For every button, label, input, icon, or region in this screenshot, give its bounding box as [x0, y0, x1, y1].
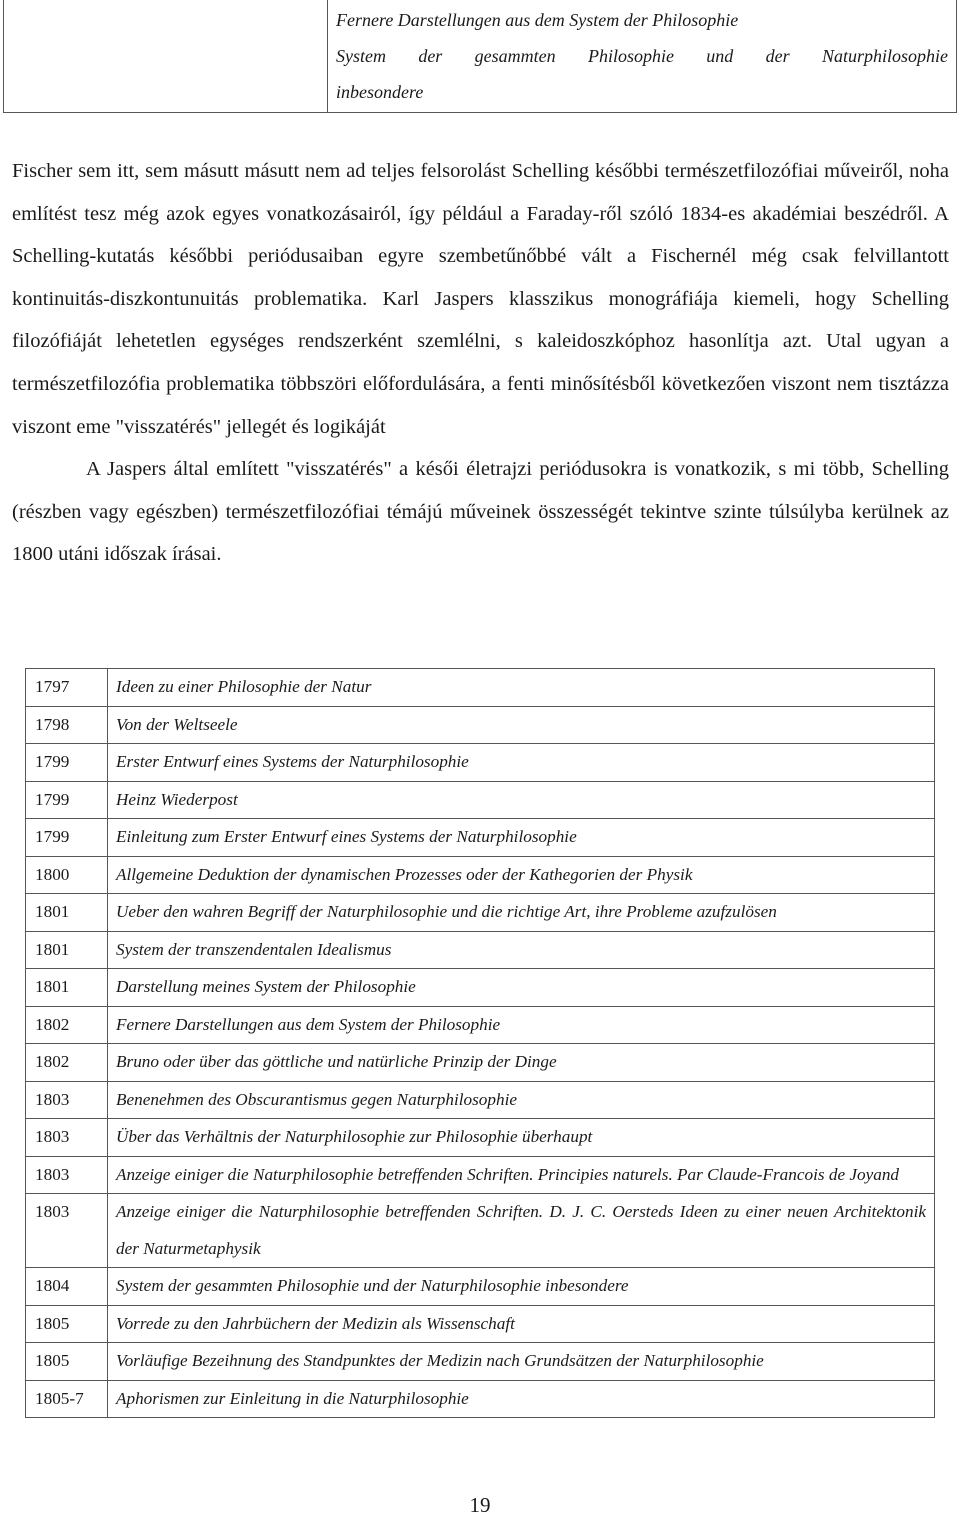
work-year: 1803 [26, 1119, 108, 1157]
body-text [12, 150, 949, 576]
table-row [26, 1081, 935, 1119]
table-row [26, 1343, 935, 1381]
table-row [26, 1305, 935, 1343]
table-row [26, 1006, 935, 1044]
work-title: Allgemeine Deduktion der dynamischen Prozesses oder der Kathegorien der Physik [108, 856, 935, 894]
work-year: 1803 [26, 1194, 108, 1268]
work-year: 1801 [26, 931, 108, 969]
work-title: Einleitung zum Erster Entwurf eines Systems der Naturphilosophie [108, 819, 935, 857]
work-year: 1805-7 [26, 1380, 108, 1418]
header-line-3: inbesondere [336, 82, 424, 102]
work-title: Aphorismen zur Einleitung in die Naturphilosophie [108, 1380, 935, 1418]
table-row [26, 1268, 935, 1306]
work-year: 1801 [26, 969, 108, 1007]
table-row [26, 781, 935, 819]
table-row [26, 894, 935, 932]
work-title: Benenehmen des Obscurantismus gegen Naturphilosophie [108, 1081, 935, 1119]
work-year: 1805 [26, 1343, 108, 1381]
table-row [26, 744, 935, 782]
paragraph-2: A Jaspers által említett "visszatérés" a késői életrajzi periódusokra is vonatkozik, s mi több, Schelling (részben vagy egészben) természetfilozófiai témájú műveinek összességét tekintve szinte túlsúlyba kerülnek az 1800 utáni időszak írásai. [12, 458, 949, 566]
work-title: Über das Verhältnis der Naturphilosophie zur Philosophie überhaupt [108, 1119, 935, 1157]
work-year: 1802 [26, 1006, 108, 1044]
work-year: 1798 [26, 706, 108, 744]
work-title: Erster Entwurf eines Systems der Naturphilosophie [108, 744, 935, 782]
table-row [26, 819, 935, 857]
header-line-1: Fernere Darstellungen aus dem System der Philosophie [336, 10, 739, 30]
work-year: 1799 [26, 744, 108, 782]
work-title: System der transzendentalen Idealismus [108, 931, 935, 969]
work-title: System der gesammten Philosophie und der Naturphilosophie inbesondere [108, 1268, 935, 1306]
table-row [26, 931, 935, 969]
work-title: Anzeige einiger die Naturphilosophie betreffenden Schriften. D. J. C. Oersteds Ideen zu einer neuen Architektonik der Naturmetaphysik [108, 1194, 935, 1268]
table-row [26, 669, 935, 707]
header-table-box [3, 0, 957, 113]
page-number: 19 [469, 1493, 491, 1517]
works-table-body [26, 669, 935, 1418]
work-year: 1803 [26, 1156, 108, 1194]
table-row [26, 1044, 935, 1082]
header-table-cell [336, 2, 948, 110]
work-title: Fernere Darstellungen aus dem System der Philosophie [108, 1006, 935, 1044]
work-title: Heinz Wiederpost [108, 781, 935, 819]
work-year: 1804 [26, 1268, 108, 1306]
table-row [26, 1119, 935, 1157]
work-title: Ideen zu einer Philosophie der Natur [108, 669, 935, 707]
work-title: Ueber den wahren Begriff der Naturphilosophie und die richtige Art, ihre Probleme azufzulösen [108, 894, 935, 932]
work-title: Anzeige einiger die Naturphilosophie betreffenden Schriften. Principies naturels. Par Claude-Francois de Joyand [108, 1156, 935, 1194]
work-title: Darstellung meines System der Philosophie [108, 969, 935, 1007]
work-year: 1800 [26, 856, 108, 894]
header-table-divider [327, 0, 328, 112]
paragraph-1: Fischer sem itt, sem másutt másutt nem ad teljes felsorolást Schelling későbbi természetfilozófiai műveiről, noha említést tesz még azok egyes vonatkozásairól, így például a Faraday-ről szóló 1834-es akadémiai beszédről. A Schelling-kutatás későbbi periódusaiban egyre szembetűnőbbé vált a Fischernél még csak felvillantott kontinuitás-diszkontunuitás problematika. Karl Jaspers klasszikus monográfiája kiemeli, hogy Schelling filozófiáját lehetetlen egységes rendszerként szemlélni, s kaleidoszkóphoz hasonlítja azt. Utal ugyan a természetfilozófia problematika többszöri előfordulására, a fenti minősítésből következően viszont nem tisztázza viszont eme "visszatérés" jellegét és logikáját [12, 160, 949, 438]
work-title: Vorläufige Bezeihnung des Standpunktes der Medizin nach Grundsätzen der Naturphilosophie [108, 1343, 935, 1381]
work-year: 1803 [26, 1081, 108, 1119]
work-title: Vorrede zu den Jahrbüchern der Medizin als Wissenschaft [108, 1305, 935, 1343]
work-year: 1802 [26, 1044, 108, 1082]
table-row [26, 969, 935, 1007]
work-year: 1805 [26, 1305, 108, 1343]
work-title: Bruno oder über das göttliche und natürliche Prinzip der Dinge [108, 1044, 935, 1082]
table-row [26, 1194, 935, 1268]
works-table [25, 668, 935, 1418]
table-row [26, 856, 935, 894]
table-row [26, 706, 935, 744]
table-row [26, 1380, 935, 1418]
table-row [26, 1156, 935, 1194]
work-year: 1797 [26, 669, 108, 707]
work-year: 1799 [26, 781, 108, 819]
header-line-2: System der gesammten Philosophie und der Naturphilosophie [336, 46, 948, 66]
work-title: Von der Weltseele [108, 706, 935, 744]
work-year: 1801 [26, 894, 108, 932]
work-year: 1799 [26, 819, 108, 857]
